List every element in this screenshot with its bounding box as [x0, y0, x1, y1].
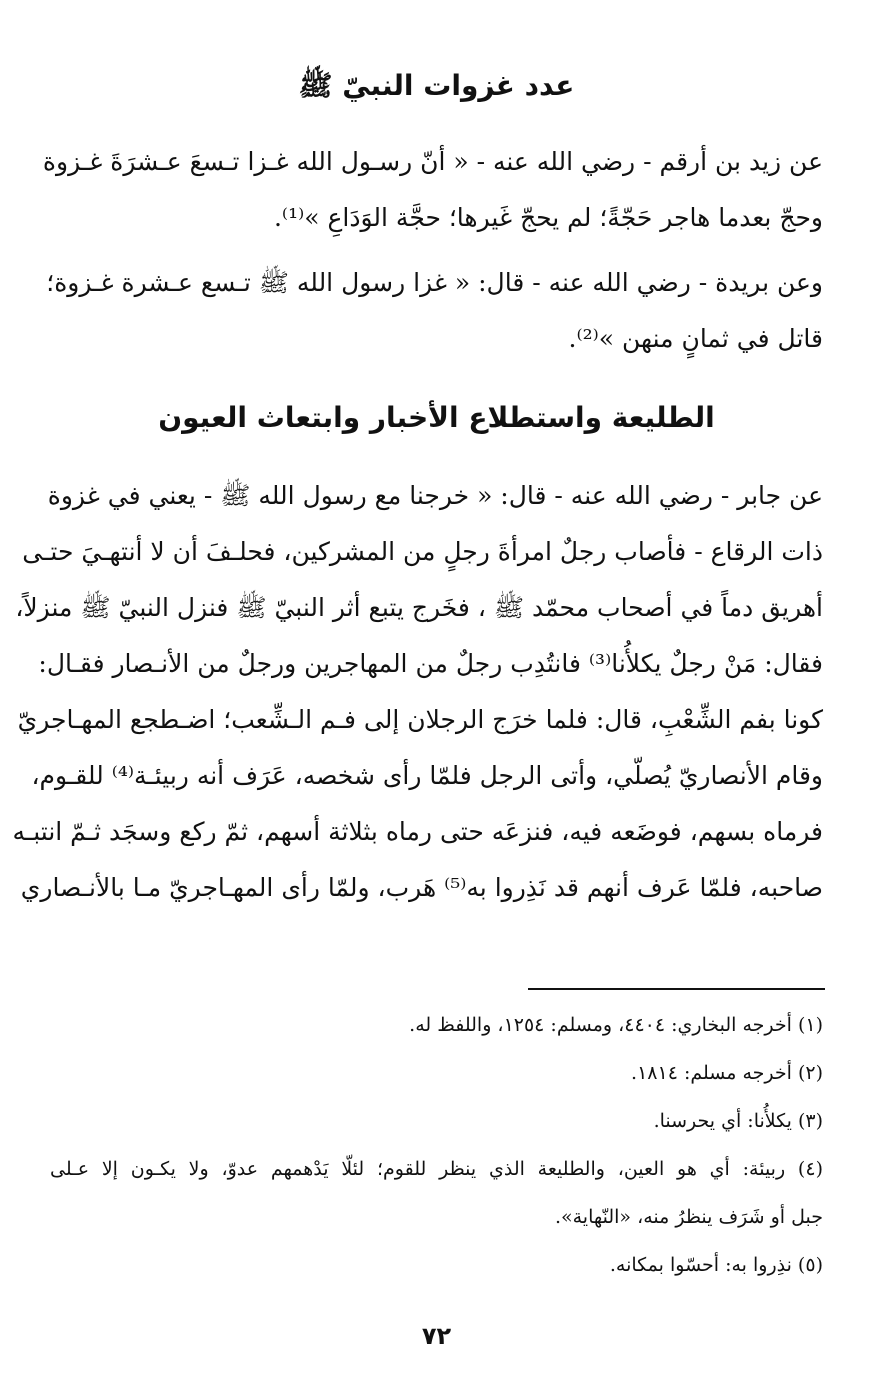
section-title-ghazawat-count: عدد غزوات النبيّ ﷺ	[298, 69, 575, 102]
text-line: ذات الرقاع - فأصاب رجلٌ امرأةَ رجلٍ من المشركين، فحلـفَ أن لا أنتهـيَ حتـى	[22, 537, 823, 566]
text-line: وقام الأنصاريّ يُصلّي، وأتى الرجل فلمّا رأى شخصه، عَرَف أنه ربيئـة⁽⁴⁾ للقـوم،	[31, 761, 823, 790]
text-line: عن جابر - رضي الله عنه - قال: « خرجنا مع رسول الله ﷺ - يعني في غزوة	[47, 481, 823, 510]
footnote-5: (٥) نذِروا به: أحسّوا بمكانه.	[609, 1254, 823, 1276]
text-line: وعن بريدة - رضي الله عنه - قال: « غزا رسول الله ﷺ تـسع عـشرة غـزوة؛	[46, 268, 823, 297]
text-line: وحجّ بعدما هاجر حَجّةً؛ لم يحجّ غَيرها؛ حجَّة الوَدَاعِ »⁽¹⁾.	[273, 203, 823, 232]
footnote-4: (٤) ربيئة: أي هو العين، والطليعة الذي ينظر للقوم؛ لئلّا يَدْهمهم عدوّ، ولا يكـون إلا عـلى	[50, 1158, 823, 1180]
text-line: أهريق دماً في أصحاب محمّد ﷺ ، فخَرج يتبع أثر النبيّ ﷺ فنزل النبيّ ﷺ منزلاً،	[15, 593, 823, 622]
footnote-4-continued: جبل أو شَرَف ينظرُ منه، «النّهاية».	[554, 1206, 823, 1228]
footnote-3: (٣) يكلأُنا: أي يحرسنا.	[653, 1110, 823, 1132]
text-line: كونا بفم الشِّعْبِ، قال: فلما خرَج الرجلان إلى فـم الـشِّعب؛ اضـطجع المهـاجريّ	[17, 705, 823, 734]
text-line: فقال: مَنْ رجلٌ يكلأُنا⁽³⁾ فانتُدِب رجلٌ من المهاجرين ورجلٌ من الأنـصار فقـال:	[38, 649, 823, 678]
page-number: ٧٢	[421, 1322, 452, 1350]
footnote-separator	[528, 988, 825, 990]
footnote-2: (٢) أخرجه مسلم: ١٨١٤.	[631, 1062, 823, 1084]
text-line: عن زيد بن أرقم - رضي الله عنه - « أنّ رسـول الله غـزا تـسعَ عـشرَةَ غـزوة	[42, 147, 823, 176]
text-line: قاتل في ثمانٍ منهن »⁽²⁾.	[568, 324, 823, 353]
footnote-1: (١) أخرجه البخاري: ٤٤٠٤، ومسلم: ١٢٥٤، واللفظ له.	[409, 1014, 823, 1036]
section-title-scouting: الطليعة واستطلاع الأخبار وابتعاث العيون	[158, 401, 715, 434]
text-line: فرماه بسهم، فوضَعه فيه، فنزعَه حتى رماه بثلاثة أسهم، ثمّ ركع وسجَد ثـمّ انتبـه	[12, 817, 823, 846]
text-line: صاحبه، فلمّا عَرف أنهم قد نَذِروا به⁽⁵⁾ هَرب، ولمّا رأى المهـاجريّ مـا بالأنـصاري	[20, 873, 823, 902]
